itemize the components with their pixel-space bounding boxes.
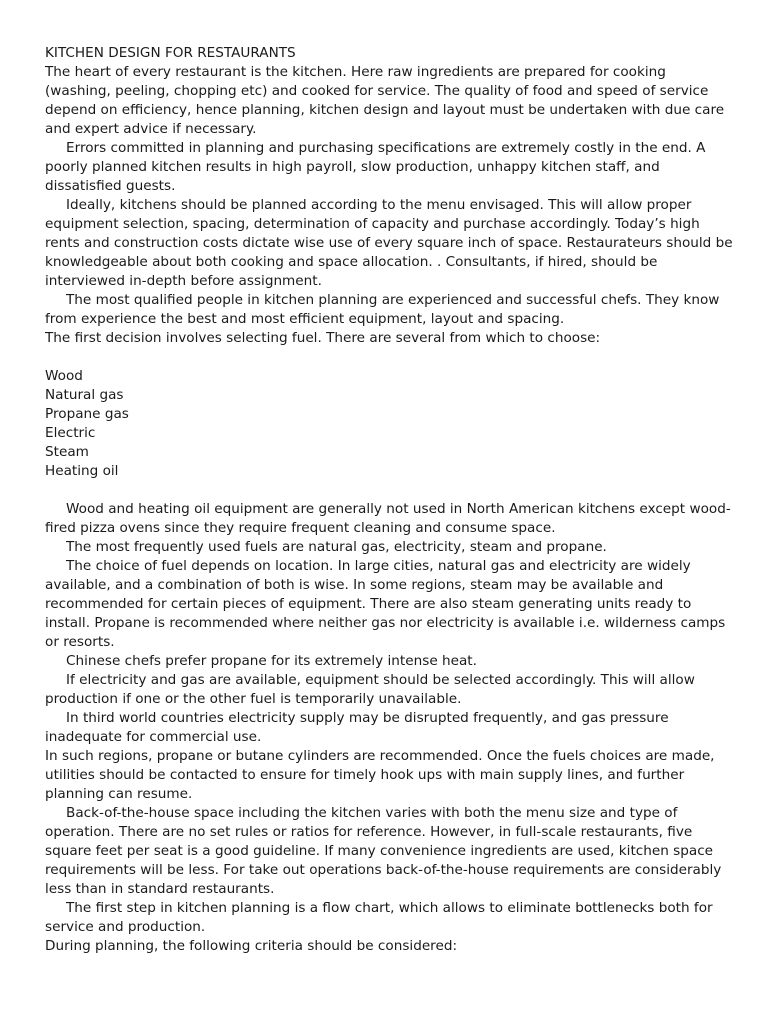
fuel-list-item: Electric [45,425,96,441]
third-world-paragraph: In third world countries electricity supply may be disrupted frequently, and gas pressure inadequate for commercial use. [45,710,669,745]
such-regions-paragraph: In such regions, propane or butane cylinders are recommended. Once the fuels choices are made, utilities should be contacted to ensure for timely hook ups with main supply lines, and further planning can resume. [45,748,715,802]
intro-paragraph: The heart of every restaurant is the kitchen. Here raw ingredients are prepared for cooking (washing, peeling, chopping etc) and cooked for service. The quality of food and speed of service depend on efficiency, hence planning, kitchen design and layout must be undertaken with due care and expert advice if necessary. [45,64,725,137]
criteria-paragraph: During planning, the following criteria should be considered: [45,938,458,954]
menu-planning-paragraph: Ideally, kitchens should be planned according to the menu envisaged. This will allow proper equipment selection, spacing, determination of capacity and purchase accordingly. Today’s high rents and construction costs dictate wise use of every square inch of space. Restaurateurs should be knowledgeable about both cooking and space allocation. . Consultants, if hired, should be interviewed in-depth before assignment. [45,197,733,289]
fuel-list-item: Natural gas [45,387,124,403]
fuel-choice-paragraph: The choice of fuel depends on location. In large cities, natural gas and electricity are widely available, and a combination of both is wise. In some regions, steam may be available and recommended for certain pieces of equipment. There are also steam generating units ready to install. Propane is recommended where neither gas nor electricity is available i.e. wilderness camps or resorts. [45,558,726,650]
spacer [45,348,735,367]
dual-fuel-paragraph: If electricity and gas are available, equipment should be selected accordingly. This will allow production if one or the other fuel is temporarily unavailable. [45,672,695,707]
fuel-list-item: Heating oil [45,463,119,479]
frequent-fuels-paragraph: The most frequently used fuels are natural gas, electricity, steam and propane. [66,539,607,555]
back-of-house-paragraph: Back-of-the-house space including the kitchen varies with both the menu size and type of operation. There are no set rules or ratios for reference. However, in full-scale restaurants, five square feet per seat is a good guideline. If many convenience ingredients are used, kitchen space requirements will be less. For take out operations back-of-the-house requirements are considerably less than in standard restaurants. [45,805,722,897]
fuel-list [45,367,735,481]
chinese-chefs-paragraph: Chinese chefs prefer propane for its extremely intense heat. [66,653,477,669]
chefs-paragraph: The most qualified people in kitchen planning are experienced and successful chefs. They know from experience the best and most efficient equipment, layout and spacing. [45,292,720,327]
document-page [45,44,735,956]
document-title: KITCHEN DESIGN FOR RESTAURANTS [45,45,296,61]
fuel-decision-paragraph: The first decision involves selecting fuel. There are several from which to choose: [45,330,601,346]
wood-oil-paragraph: Wood and heating oil equipment are generally not used in North American kitchens except wood-fired pizza ovens since they require frequent cleaning and consume space. [45,501,731,536]
fuel-list-item: Steam [45,444,89,460]
spacer [45,481,735,500]
flow-chart-paragraph: The first step in kitchen planning is a flow chart, which allows to eliminate bottlenecks both for service and production. [45,900,713,935]
fuel-list-item: Wood [45,368,83,384]
errors-paragraph: Errors committed in planning and purchasing specifications are extremely costly in the end. A poorly planned kitchen results in high payroll, slow production, unhappy kitchen staff, and dissatisfied guests. [45,140,706,194]
fuel-list-item: Propane gas [45,406,129,422]
